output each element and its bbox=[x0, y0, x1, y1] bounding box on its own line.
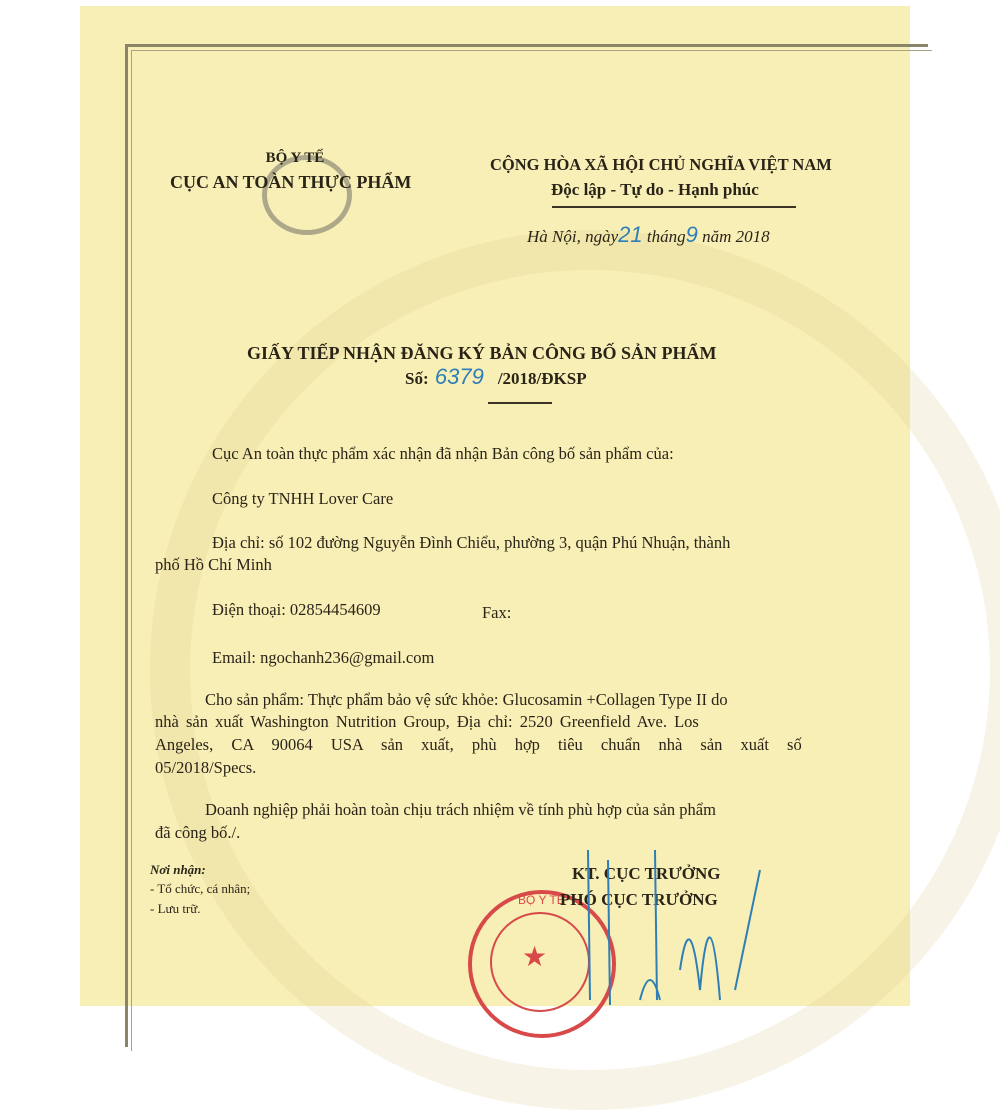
seal-text: BỘ Y TẾ bbox=[518, 893, 565, 907]
signature-title-2: PHÓ CỤC TRƯỞNG bbox=[560, 890, 718, 909]
responsibility-line-1: Doanh nghiệp phải hoàn toàn chịu trách nhiệm về tính phù hợp của sản phẩm bbox=[205, 800, 716, 819]
intro-text: Cục An toàn thực phẩm xác nhận đã nhận Bản công bố sản phẩm của: bbox=[212, 444, 674, 463]
motto: Độc lập - Tự do - Hạnh phúc bbox=[551, 180, 759, 199]
number-label: Số: bbox=[405, 369, 429, 388]
date-month: 9 bbox=[685, 222, 698, 247]
product-line-2: nhà sản xuất Washington Nutrition Group, Địa chỉ: 2520 Greenfield Ave. Los bbox=[155, 712, 699, 731]
handwritten-signature bbox=[560, 840, 780, 1010]
star-icon: ★ bbox=[522, 942, 548, 973]
motto-underline bbox=[552, 206, 796, 208]
phone: Điện thoại: 02854454609 bbox=[212, 600, 381, 619]
email: Email: ngochanh236@gmail.com bbox=[212, 648, 435, 667]
date-prefix: Hà Nội, ngày bbox=[527, 227, 619, 246]
date-day: 21 bbox=[618, 222, 643, 247]
document-title: GIẤY TIẾP NHẬN ĐĂNG KÝ BẢN CÔNG BỐ SẢN PHẨM bbox=[247, 343, 717, 363]
date-month-label: tháng bbox=[646, 227, 686, 246]
product-line-4: 05/2018/Specs. bbox=[155, 758, 257, 777]
recipient-item: - Tổ chức, cá nhân; bbox=[150, 881, 251, 896]
address-line-2: phố Hồ Chí Minh bbox=[155, 555, 272, 574]
issue-date bbox=[527, 222, 770, 248]
title-underline bbox=[488, 402, 552, 404]
number-value: 6379 bbox=[434, 364, 484, 389]
company-name: Công ty TNHH Lover Care bbox=[212, 489, 394, 508]
date-year: năm 2018 bbox=[702, 227, 770, 246]
agency-seal bbox=[262, 155, 352, 235]
signature-title-1: KT. CỤC TRƯỞNG bbox=[572, 864, 721, 883]
address-line-1: Địa chỉ: số 102 đường Nguyễn Đình Chiểu, phường 3, quận Phú Nhuận, thành bbox=[212, 533, 731, 552]
number-suffix: /2018/ĐKSP bbox=[497, 369, 587, 388]
recipients-label: Nơi nhận: bbox=[150, 862, 206, 877]
document-number bbox=[405, 364, 587, 390]
product-line-1: Cho sản phẩm: Thực phẩm bảo vệ sức khỏe: Glucosamin +Collagen Type II do bbox=[205, 690, 728, 709]
fax: Fax: bbox=[482, 603, 512, 622]
responsibility-line-2: đã công bố./. bbox=[155, 823, 241, 842]
product-line-3: Angeles, CA 90064 USA sản xuất, phù hợp tiêu chuẩn nhà sản xuất số bbox=[155, 735, 802, 754]
agency-name: CỤC AN TOÀN THỰC PHẨM bbox=[170, 172, 412, 192]
country-name: CỘNG HÒA XÃ HỘI CHỦ NGHĨA VIỆT NAM bbox=[490, 155, 832, 174]
recipient-item: - Lưu trữ. bbox=[150, 901, 201, 916]
ministry-name: BỘ Y TẾ bbox=[265, 150, 325, 166]
